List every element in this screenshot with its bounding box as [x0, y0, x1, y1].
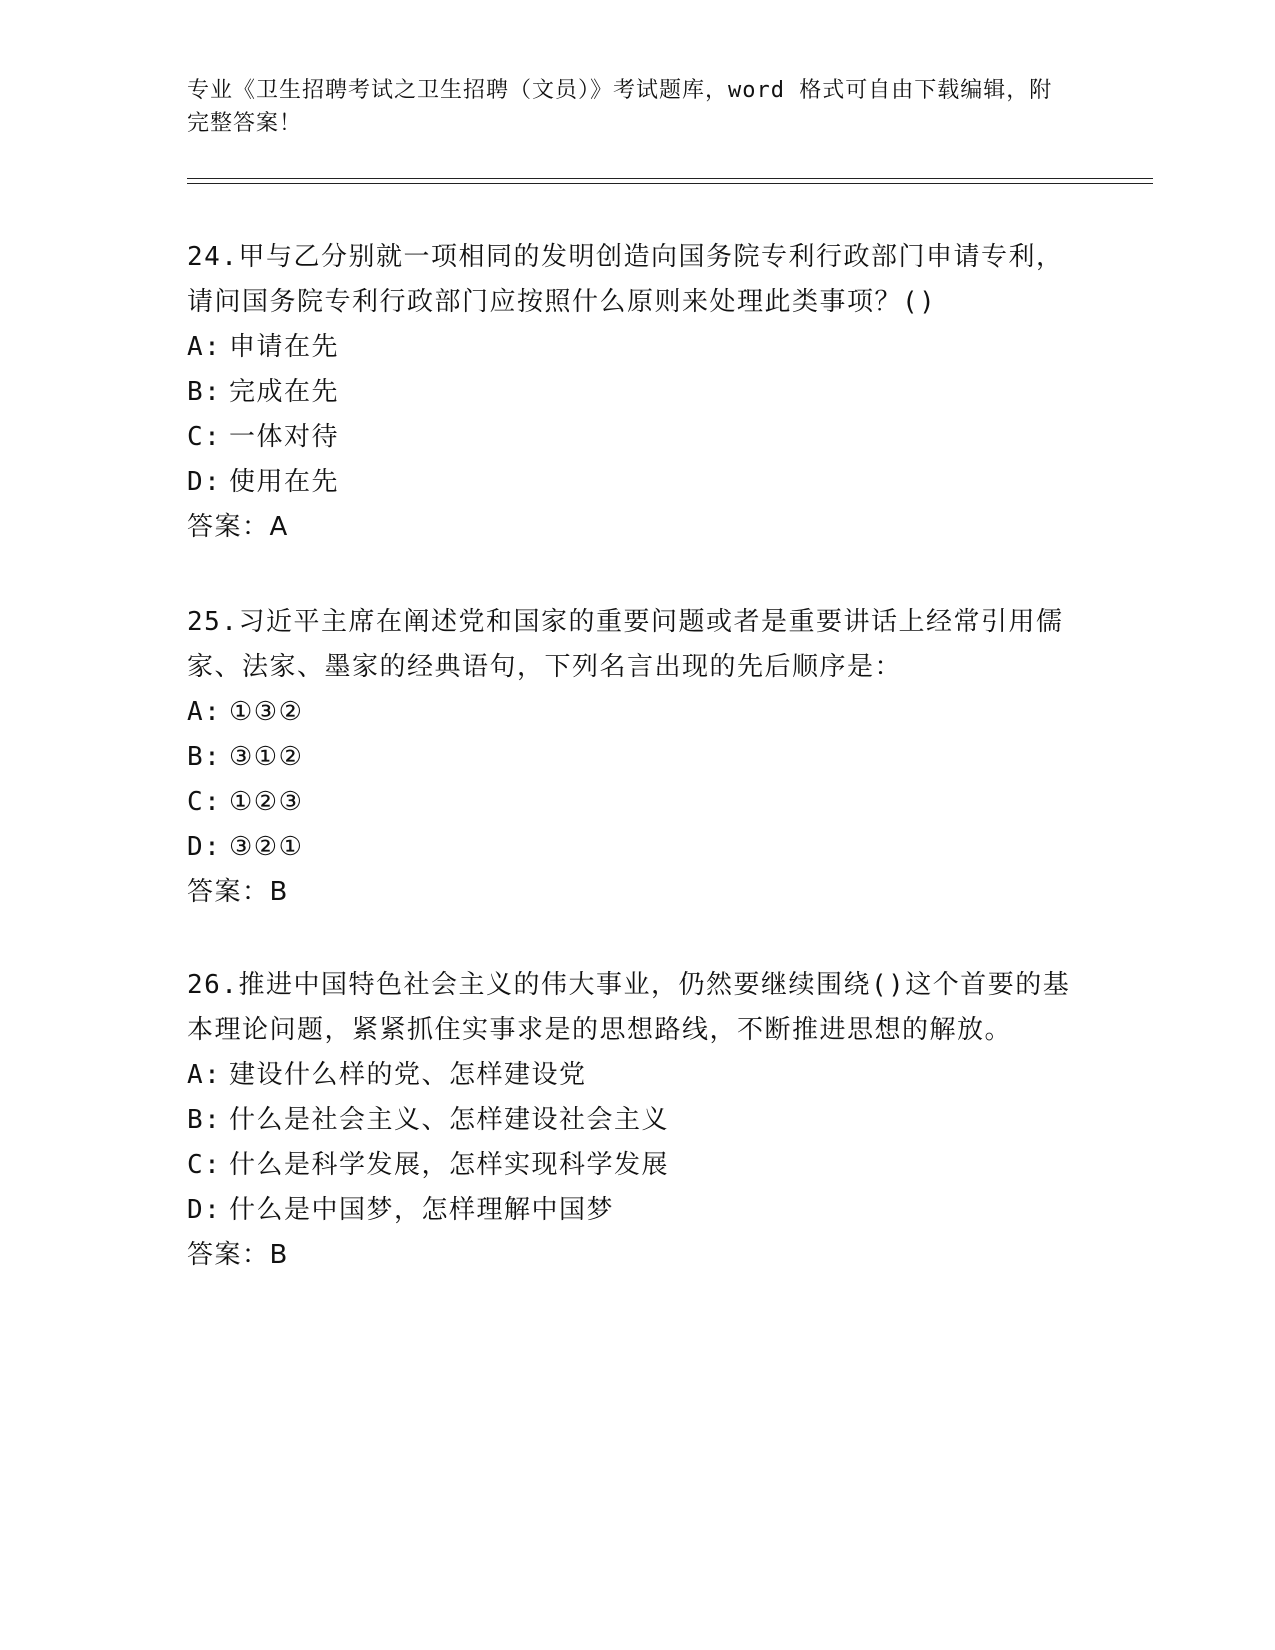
option-text: 申请在先 [229, 332, 340, 362]
option-text: 什么是社会主义、怎样建设社会主义 [229, 1105, 670, 1135]
option-letter: A: [187, 1060, 222, 1090]
option-text: ③①② [229, 742, 304, 772]
answer-line: 答案：B [187, 877, 289, 907]
option-a [187, 690, 1077, 735]
option-c [187, 415, 1077, 460]
option-a [187, 1053, 1077, 1098]
option-b [187, 735, 1077, 780]
option-text: 建设什么样的党、怎样建设党 [229, 1060, 587, 1090]
option-letter: D: [187, 467, 222, 497]
document-header: 专业《卫生招聘考试之卫生招聘（文员）》考试题库，word 格式可自由下载编辑，附完整答案！ [187, 78, 1053, 136]
option-c [187, 1143, 1077, 1188]
option-letter: B: [187, 377, 222, 407]
answer-line: 答案：B [187, 1240, 289, 1270]
question-stem: 25.习近平主席在阐述党和国家的重要问题或者是重要讲话上经常引用儒家、法家、墨家的经典语句，下列名言出现的先后顺序是： [187, 607, 1064, 682]
option-text: ①②③ [229, 787, 304, 817]
option-d [187, 460, 1077, 505]
option-letter: C: [187, 787, 222, 817]
option-a [187, 325, 1077, 370]
option-text: 什么是中国梦，怎样理解中国梦 [229, 1195, 615, 1225]
option-text: 一体对待 [229, 422, 340, 452]
question-stem: 26.推进中国特色社会主义的伟大事业，仍然要继续围绕()这个首要的基本理论问题，紧紧抓住实事求是的思想路线，不断推进思想的解放。 [187, 970, 1071, 1045]
option-text: ①③② [229, 697, 304, 727]
question-26 [187, 963, 1077, 1278]
option-d [187, 1188, 1077, 1233]
option-c [187, 780, 1077, 825]
answer-line: 答案：A [187, 512, 289, 542]
option-text: ③②① [229, 832, 304, 862]
option-text: 什么是科学发展，怎样实现科学发展 [229, 1150, 670, 1180]
option-letter: D: [187, 1195, 222, 1225]
option-letter: B: [187, 742, 222, 772]
question-stem: 24.甲与乙分别就一项相同的发明创造向国务院专利行政部门申请专利，请问国务院专利行政部门应按照什么原则来处理此类事项？() [187, 242, 1064, 317]
option-text: 使用在先 [229, 467, 340, 497]
option-letter: A: [187, 332, 222, 362]
option-letter: C: [187, 422, 222, 452]
question-25 [187, 600, 1077, 915]
option-letter: B: [187, 1105, 222, 1135]
header-divider-top [187, 178, 1153, 179]
header-divider-bottom [187, 183, 1153, 184]
option-b [187, 370, 1077, 415]
option-d [187, 825, 1077, 870]
question-24 [187, 235, 1077, 550]
option-letter: D: [187, 832, 222, 862]
option-text: 完成在先 [229, 377, 340, 407]
option-letter: C: [187, 1150, 222, 1180]
option-b [187, 1098, 1077, 1143]
option-letter: A: [187, 697, 222, 727]
